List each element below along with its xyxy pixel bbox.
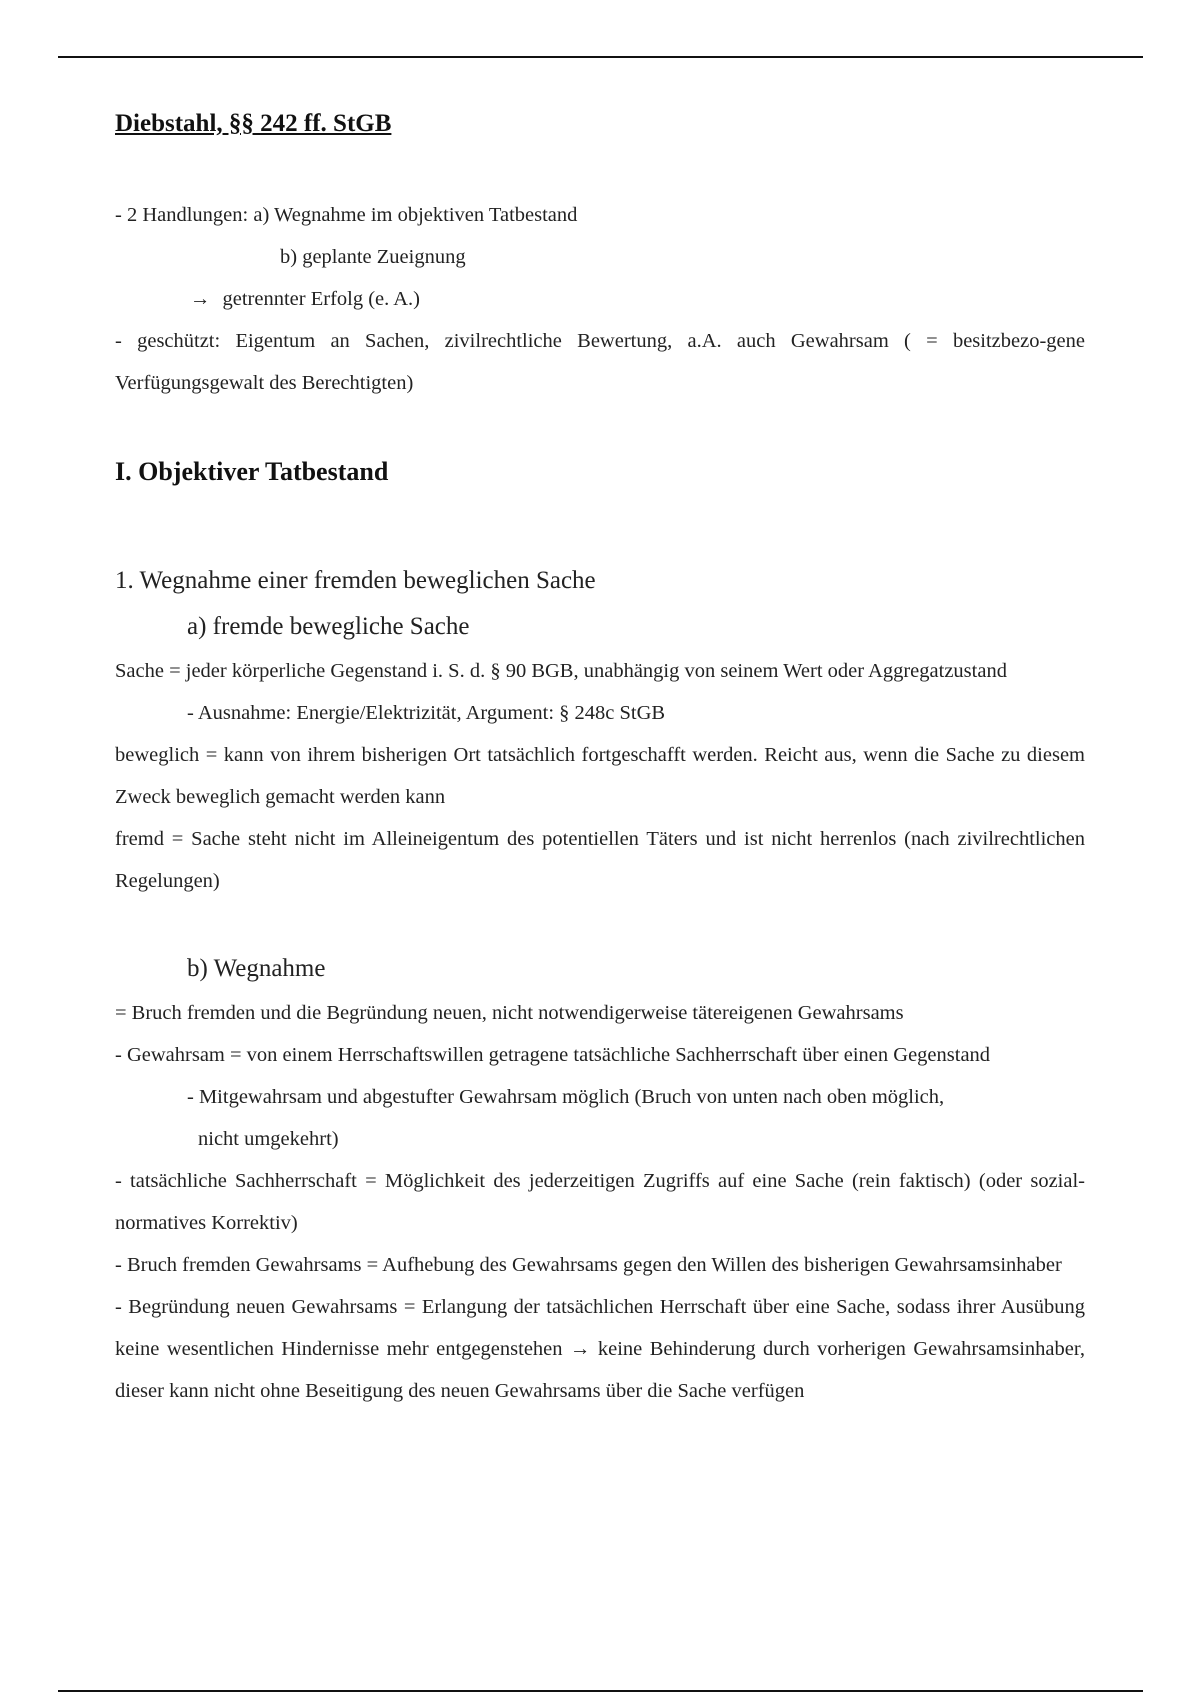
top-rule — [58, 56, 1143, 58]
paragraph-begruendung: - Begründung neuen Gewahrsams = Erlangung der tatsächlichen Herrschaft über eine Sache, sodass ihrer Ausübung keine wesentlichen Hindernisse mehr entgegenstehen → keine Behinderung durch vorherigen Gewahrsamsinhaber, dieser kann nicht ohne Beseitigung des neuen Gewahrsams über die Sache verfügen — [115, 1296, 1085, 1402]
subheading-1b: b) Wegnahme — [187, 955, 326, 982]
document-page — [115, 110, 1085, 1412]
subheading-1a: a) fremde bewegliche Sache — [187, 613, 470, 640]
subheading-1: 1. Wegnahme einer fremden beweglichen Sache — [115, 567, 596, 594]
paragraph-mitgewahrsam: - Mitgewahrsam und abgestufter Gewahrsam möglich (Bruch von unten nach oben möglich, — [187, 1086, 945, 1108]
intro-line-3 — [115, 278, 1085, 320]
paragraph-beweglich: beweglich = kann von ihrem bisherigen Ort tatsächlich fortgeschafft werden. Reicht aus, wenn die Sache zu diesem Zweck beweglich gemacht werden kann — [115, 744, 1085, 808]
paragraph-bruch: - Bruch fremden Gewahrsams = Aufhebung des Gewahrsams gegen den Willen des bisherigen Gewahrsamsinhaber — [115, 1254, 1062, 1276]
paragraph-wegnahme-def: = Bruch fremden und die Begründung neuen, nicht notwendigerweise tätereigenen Gewahrsams — [115, 1002, 904, 1024]
arrow-right-icon: → — [190, 288, 211, 310]
intro-line-4: - geschützt: Eigentum an Sachen, zivilrechtliche Bewertung, a.A. auch Gewahrsam ( = besitzbezo-gene Verfügungsgewalt des Berechtigten) — [115, 330, 1085, 394]
intro-line-1: - 2 Handlungen: a) Wegnahme im objektiven Tatbestand — [115, 204, 578, 226]
intro-line-2: b) geplante Zueignung — [280, 246, 466, 268]
document-title: Diebstahl, §§ 242 ff. StGB — [115, 110, 392, 137]
paragraph-mitgewahrsam-cont: nicht umgekehrt) — [198, 1128, 339, 1150]
paragraph-fremd: fremd = Sache steht nicht im Alleineigentum des potentiellen Täters und ist nicht herrenlos (nach zivilrechtlichen Regelungen) — [115, 828, 1085, 892]
paragraph-gewahrsam: - Gewahrsam = von einem Herrschaftswillen getragene tatsächliche Sachherrschaft über einen Gegenstand — [115, 1044, 991, 1066]
paragraph-sachherrschaft: - tatsächliche Sachherrschaft = Möglichkeit des jederzeitigen Zugriffs auf eine Sache (rein faktisch) (oder sozial-normatives Korrektiv) — [115, 1170, 1085, 1234]
bottom-rule — [58, 1690, 1143, 1692]
paragraph-sache: Sache = jeder körperliche Gegenstand i. S. d. § 90 BGB, unabhängig von seinem Wert oder Aggregatzustand — [115, 660, 1007, 682]
paragraph-ausnahme: - Ausnahme: Energie/Elektrizität, Argument: § 248c StGB — [187, 702, 666, 724]
intro-line-3-text: getrennter Erfolg (e. A.) — [222, 288, 421, 310]
section-heading: I. Objektiver Tatbestand — [115, 457, 389, 486]
